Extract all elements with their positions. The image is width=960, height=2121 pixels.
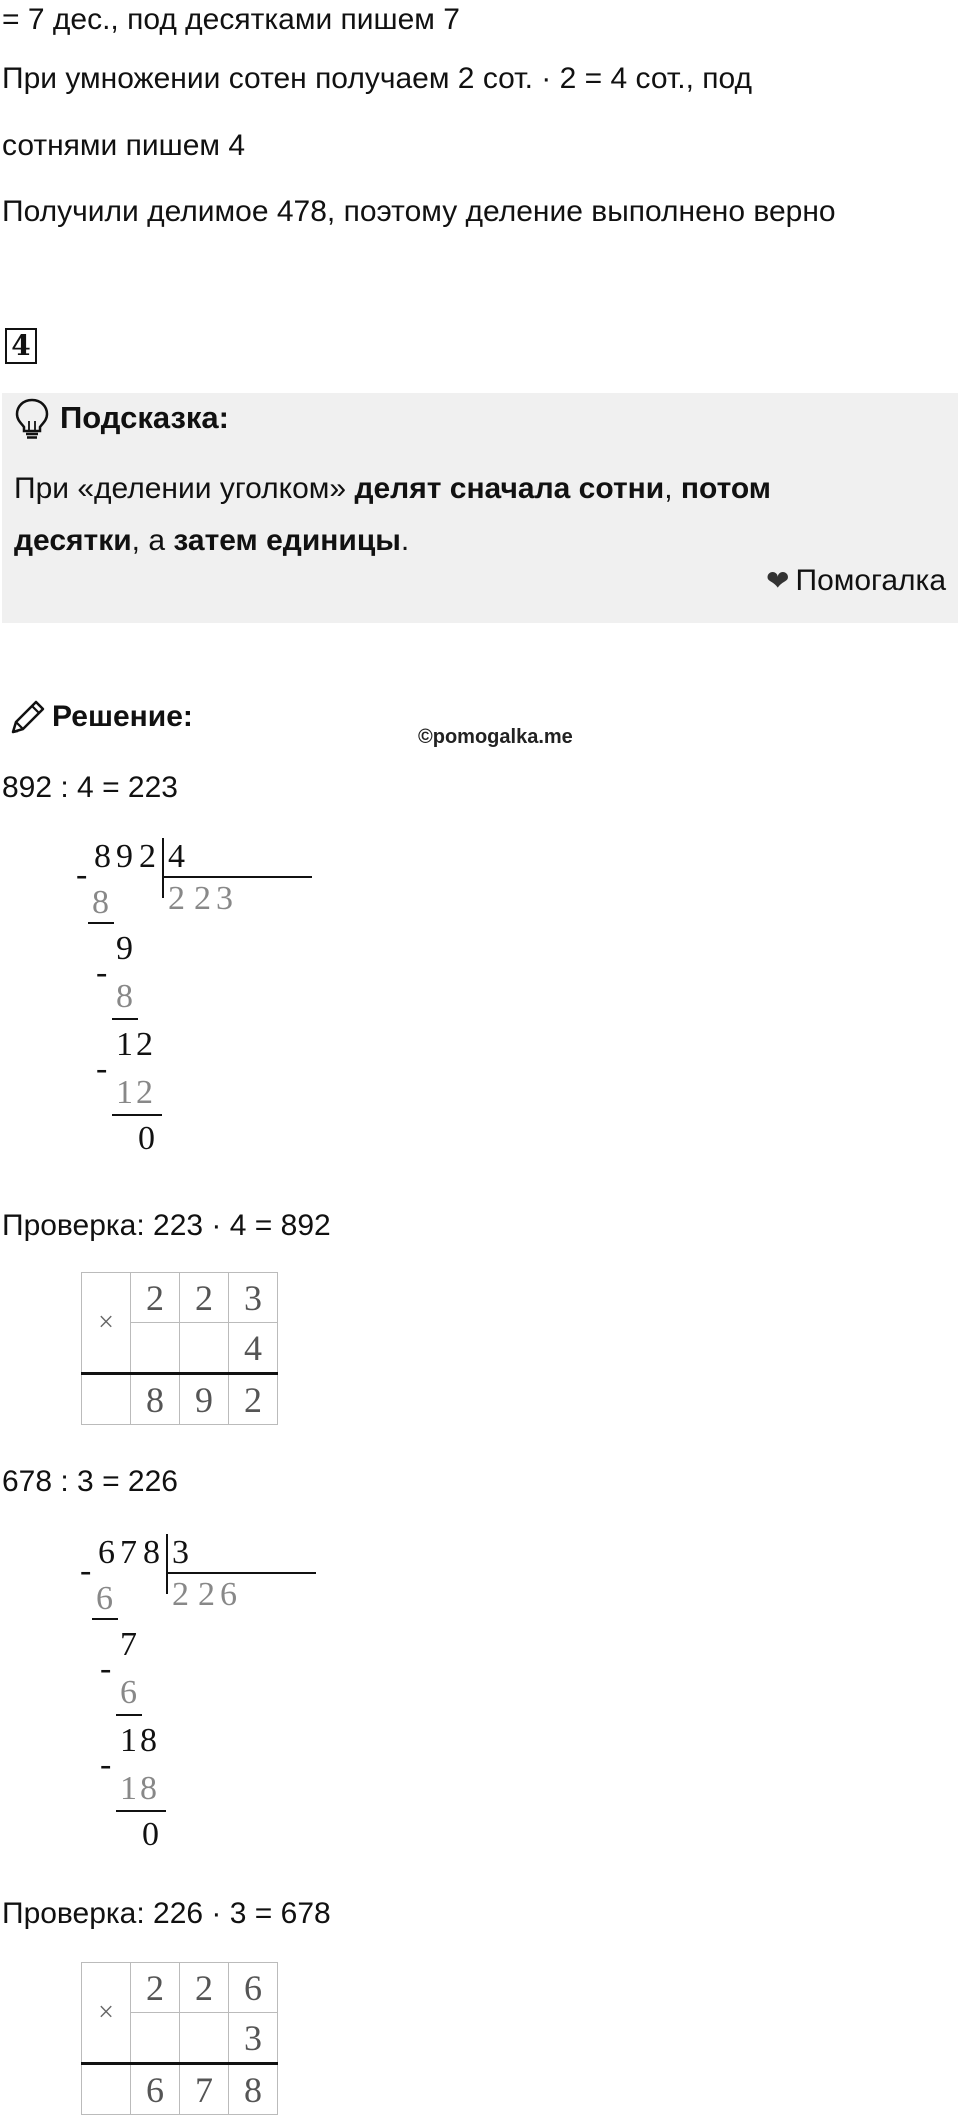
watermark: ©pomogalka.me <box>418 726 573 748</box>
task-number: 4 <box>5 328 37 364</box>
equation: 892 : 4 = 223 <box>2 771 178 804</box>
equation: 678 : 3 = 226 <box>2 1465 178 1498</box>
multiplication-table: × 2 2 3 4 8 9 2 <box>81 1272 278 1425</box>
text-line: При умножении сотен получаем 2 сот. · 2 = 4 сот., под <box>2 62 753 95</box>
hint-signature: ❤ Помогалка <box>766 564 946 597</box>
pencil-icon <box>6 697 48 739</box>
times-sign: × <box>82 1273 131 1374</box>
multiplication-table: × 2 2 6 3 6 7 8 <box>81 1962 278 2115</box>
lightbulb-icon <box>12 397 52 441</box>
hint-text: При «делении уголком» делят сначала сотни, потом десятки, а затем единицы. <box>14 472 771 557</box>
check-equation: Проверка: 223 · 4 = 892 <box>2 1209 331 1242</box>
hint-box <box>2 393 958 623</box>
hint-title: Подсказка: <box>60 400 229 435</box>
times-sign: × <box>82 1963 131 2064</box>
solution-title: Решение: <box>52 700 193 733</box>
text-line: = 7 дес., под десятками пишем 7 <box>2 3 460 36</box>
text-line: сотнями пишем 4 <box>2 129 246 162</box>
check-equation: Проверка: 226 · 3 = 678 <box>2 1897 331 1930</box>
text-line: Получили делимое 478, поэтому деление выполнено верно <box>2 195 836 228</box>
heart-icon: ❤ <box>766 565 790 596</box>
